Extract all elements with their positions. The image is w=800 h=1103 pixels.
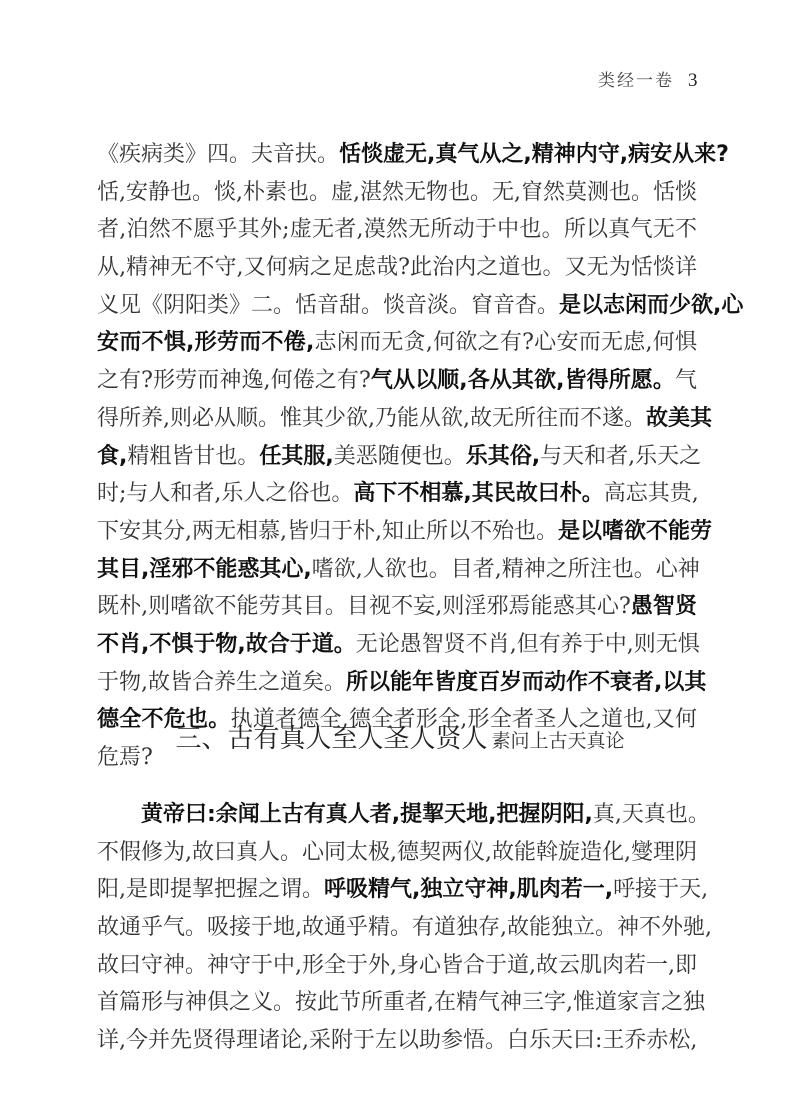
classic-text-run: 德全不危也。 xyxy=(97,707,231,733)
classic-text-run: 任其服, xyxy=(259,443,334,469)
commentary-text-run: 《疾病类》四。夫音扶。 xyxy=(97,142,340,167)
text-line xyxy=(97,834,697,872)
text-line xyxy=(97,796,710,834)
classic-text-run: 食, xyxy=(97,443,128,469)
classic-text-run: 气从以顺,各从其欲,皆得所愿。 xyxy=(370,368,675,394)
classic-text-run: 其目,淫邪不能惑其心, xyxy=(97,556,312,582)
commentary-text-run: 呼接于天, xyxy=(613,877,709,903)
text-line xyxy=(97,136,729,174)
text-line xyxy=(97,324,697,362)
running-head xyxy=(598,66,698,92)
commentary-text-run: 详,今并先贤得理诸论,采附于左以助参悟。白乐天曰:王乔赤松, xyxy=(97,1028,698,1054)
text-line xyxy=(97,174,697,212)
commentary-text-run: 与天和者,乐天之 xyxy=(540,443,702,469)
text-line xyxy=(97,287,744,325)
commentary-text-run: 时;与人和者,乐人之俗也。 xyxy=(97,481,354,507)
commentary-text-run: 之有?形劳而神逸,何倦之有? xyxy=(97,368,371,394)
page-number: 3 xyxy=(688,70,698,91)
classic-text-run: 恬惔虚无,真气从之,精神内守,病安从来? xyxy=(339,142,729,167)
commentary-text-run: 义见《阴阳类》二。恬音甜。惔音淡。窅音杳。 xyxy=(97,292,560,318)
commentary-text-run: 于物,故皆合养生之道矣。 xyxy=(97,669,346,695)
text-line xyxy=(97,1022,697,1060)
text-line xyxy=(97,626,700,664)
text-line xyxy=(97,871,709,909)
text-line xyxy=(97,664,707,702)
classic-text-run: 乐其俗, xyxy=(465,443,541,469)
text-line xyxy=(97,588,697,626)
commentary-text-run: 执道者德全,德全者形全,形全者圣人之道也,又何 xyxy=(230,707,697,733)
commentary-text-run: 危焉? xyxy=(97,745,153,770)
classic-text-run: 黄帝曰:余闻上古有真人者,提挈天地,把握阴阳, xyxy=(141,802,593,827)
commentary-text-run: 真,天真也。 xyxy=(592,802,710,827)
commentary-text-run: 既朴,则嗜欲不能劳其目。目视不妄,则淫邪焉能惑其心? xyxy=(97,594,631,620)
commentary-text-run: 气 xyxy=(675,368,698,394)
commentary-text-run: 阳,是即提挈把握之谓。 xyxy=(97,877,324,903)
section-heading xyxy=(0,718,800,755)
commentary-text-run: 得所养,则必从顺。惟其少欲,乃能从欲,故无所往而不遂。 xyxy=(97,405,646,431)
text-line xyxy=(97,551,700,589)
commentary-text-run: 首篇形与神俱之义。按此节所重者,在精气神三字,惟道家言之独 xyxy=(97,990,705,1016)
commentary-text-run: 无论愚智贤不肖,但有养于中,则无惧 xyxy=(355,631,700,657)
commentary-text-run: 恬,安静也。惔,朴素也。虚,湛然无物也。无,窅然莫测也。恬惔 xyxy=(97,179,697,205)
running-head-title: 类经一卷 xyxy=(598,71,674,91)
commentary-text-run: 故曰守神。神守于中,形全于外,身心皆合于道,故云肌肉若一,即 xyxy=(97,952,697,978)
classic-text-run: 愚智贤 xyxy=(630,594,697,620)
commentary-text-run: 者,泊然不愿乎其外;虚无者,漠然无所动于中也。所以真气无不 xyxy=(97,217,697,243)
classic-text-run: 高下不相慕,其民故曰朴。 xyxy=(353,481,604,507)
text-line xyxy=(97,984,705,1022)
text-line xyxy=(97,475,697,513)
section-heading-source: 素问上古天真论 xyxy=(491,730,625,752)
commentary-text-run: 志闲而无贪,何欲之有?心安而无虑,何惧 xyxy=(314,330,697,356)
commentary-text-run: 不假修为,故曰真人。心同太极,德契两仪,故能斡旋造化,燮理阴 xyxy=(97,839,697,865)
text-line xyxy=(97,909,712,947)
text-line xyxy=(97,947,697,985)
commentary-text-run: 下安其分,两无相慕,皆归于朴,知止所以不殆也。 xyxy=(97,518,558,544)
text-line xyxy=(97,438,702,476)
text-line xyxy=(97,249,697,287)
text-line xyxy=(97,400,712,438)
classic-text-run: 是以嗜欲不能劳 xyxy=(557,518,712,544)
classic-text-run: 呼吸精气,独立守神,肌肉若一, xyxy=(324,877,614,903)
commentary-text-run: 从,精神无不守,又何病之足虑哉?此治内之道也。又无为恬惔详 xyxy=(97,255,697,281)
body-text-block-2 xyxy=(97,796,712,1060)
commentary-text-run: 故通乎气。吸接于地,故通乎精。有道独存,故能独立。神不外驰, xyxy=(97,915,712,941)
commentary-text-run: 高忘其贵, xyxy=(603,481,699,507)
classic-text-run: 故美其 xyxy=(645,405,712,431)
text-line xyxy=(97,513,712,551)
text-line xyxy=(97,362,697,400)
commentary-text-run: 美恶随便也。 xyxy=(333,443,466,469)
classic-text-run: 安而不惧,形劳而不倦, xyxy=(97,330,315,356)
classic-text-run: 不肖,不惧于物,故合于道。 xyxy=(97,631,356,657)
text-line xyxy=(97,211,697,249)
commentary-text-run: 嗜欲,人欲也。目者,精神之所注也。心神 xyxy=(311,556,700,582)
commentary-text-run: 精粗皆甘也。 xyxy=(127,443,260,469)
classic-text-run: 所以能年皆度百岁而动作不衰者,以其 xyxy=(346,669,707,695)
section-heading-title: 三、古有真人至人圣人贤人 xyxy=(175,724,488,754)
classic-text-run: 是以志闲而少欲,心 xyxy=(559,292,744,318)
body-text-block-1 xyxy=(97,136,744,777)
